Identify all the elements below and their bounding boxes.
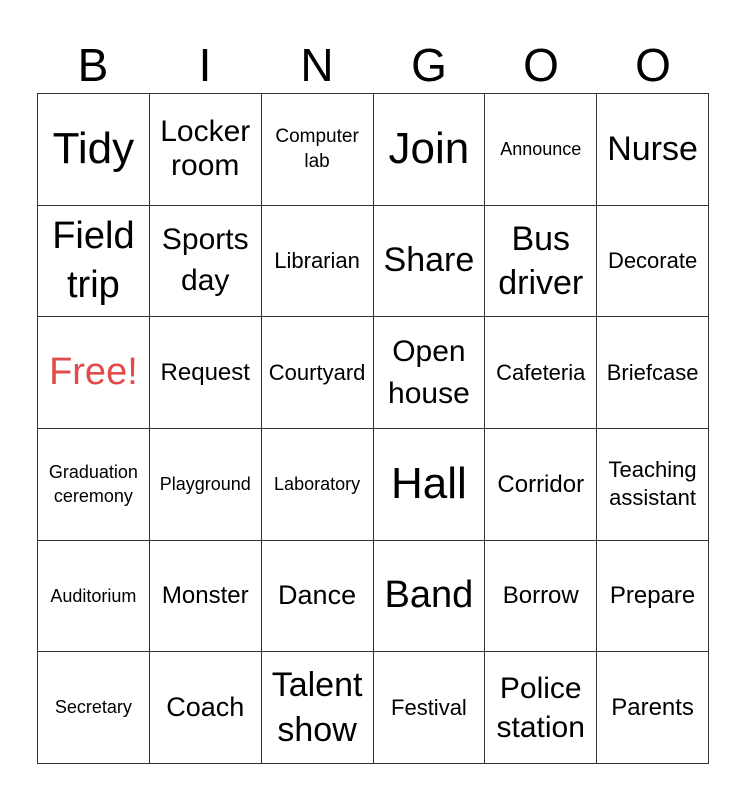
header-letter-1: B (77, 39, 109, 91)
bingo-cell-computer-lab[interactable] (262, 94, 374, 206)
cell-label: Auditorium (50, 585, 137, 606)
bingo-cell-field-trip[interactable] (38, 206, 150, 318)
bingo-cell-share[interactable] (374, 206, 486, 318)
cell-label: Monster (161, 582, 249, 610)
cell-label: Hall (391, 459, 467, 509)
bingo-cell-festival[interactable] (374, 652, 486, 764)
cell-label: Bus driver (498, 219, 584, 302)
cell-label: Secretary (54, 697, 132, 718)
cell-label: Decorate (607, 248, 698, 274)
bingo-cell-playground[interactable] (150, 429, 262, 541)
bingo-cell-nurse[interactable] (597, 94, 709, 206)
bingo-cell-auditorium[interactable] (38, 541, 150, 653)
cell-label: Request (160, 358, 250, 386)
cell-label: Dance (278, 580, 357, 611)
bingo-cell-sports-day[interactable] (150, 206, 262, 318)
cell-label: Announce (500, 138, 582, 159)
bingo-cell-band[interactable] (374, 541, 486, 653)
cell-label: Nurse (607, 129, 698, 168)
cell-label: Open house (388, 334, 470, 410)
cell-label: Courtyard (268, 360, 366, 385)
cell-label: Share (383, 241, 475, 280)
header-letter-5: O (523, 39, 559, 91)
bingo-cell-teaching-assistant[interactable] (597, 429, 709, 541)
bingo-cell-parents[interactable] (597, 652, 709, 764)
header-letter-2: I (198, 39, 212, 91)
cell-label: Talent show (271, 666, 363, 749)
cell-label: Locker room (160, 114, 251, 183)
bingo-cell-bus-driver[interactable] (485, 206, 597, 318)
bingo-cell-librarian[interactable] (262, 206, 374, 318)
cell-label: Borrow (502, 582, 579, 610)
cell-label: Playground (159, 473, 251, 494)
cell-label: Cafeteria (496, 360, 586, 385)
cell-label: Laboratory (274, 473, 361, 494)
cell-label: Coach (166, 692, 245, 723)
bingo-cell-join[interactable] (374, 94, 486, 206)
cell-label: Computer lab (275, 125, 359, 173)
cell-label: Prepare (609, 582, 696, 610)
bingo-cell-request[interactable] (150, 317, 262, 429)
cell-label: Teaching assistant (608, 456, 697, 511)
free-label: Free! (49, 350, 138, 393)
bingo-cell-secretary[interactable] (38, 652, 150, 764)
bingo-cell-talent-show[interactable] (262, 652, 374, 764)
bingo-cell-prepare[interactable] (597, 541, 709, 653)
bingo-cell-locker-room[interactable] (150, 94, 262, 206)
bingo-cell-free[interactable] (38, 317, 150, 429)
bingo-cell-graduation-ceremony[interactable] (38, 429, 150, 541)
cell-label: Join (388, 124, 470, 174)
bingo-cell-open-house[interactable] (374, 317, 486, 429)
bingo-cell-decorate[interactable] (597, 206, 709, 318)
bingo-cell-courtyard[interactable] (262, 317, 374, 429)
cell-label: Tidy (52, 124, 135, 174)
cell-label: Corridor (497, 470, 585, 498)
cell-label: Librarian (274, 248, 360, 274)
bingo-cell-police-station[interactable] (485, 652, 597, 764)
bingo-cell-corridor[interactable] (485, 429, 597, 541)
header-letter-3: N (300, 39, 334, 91)
cell-label: Graduation ceremony (48, 462, 138, 507)
bingo-board (37, 93, 709, 764)
header-letter-6: O (635, 39, 671, 91)
bingo-cell-tidy[interactable] (38, 94, 150, 206)
cell-label: Parents (611, 693, 694, 721)
cell-label: Briefcase (606, 360, 699, 385)
bingo-cell-laboratory[interactable] (262, 429, 374, 541)
bingo-cell-cafeteria[interactable] (485, 317, 597, 429)
cell-label: Police station (496, 671, 585, 744)
cell-label: Festival (391, 695, 467, 720)
cell-label: Field trip (52, 214, 135, 306)
cell-label: Band (384, 574, 474, 617)
bingo-cell-hall[interactable] (374, 429, 486, 541)
bingo-cell-monster[interactable] (150, 541, 262, 653)
bingo-cell-announce[interactable] (485, 94, 597, 206)
bingo-cell-dance[interactable] (262, 541, 374, 653)
cell-label: Sports day (161, 223, 249, 297)
header-letter-4: G (411, 39, 447, 91)
bingo-cell-coach[interactable] (150, 652, 262, 764)
bingo-cell-borrow[interactable] (485, 541, 597, 653)
bingo-cell-briefcase[interactable] (597, 317, 709, 429)
bingo-header (37, 36, 709, 94)
